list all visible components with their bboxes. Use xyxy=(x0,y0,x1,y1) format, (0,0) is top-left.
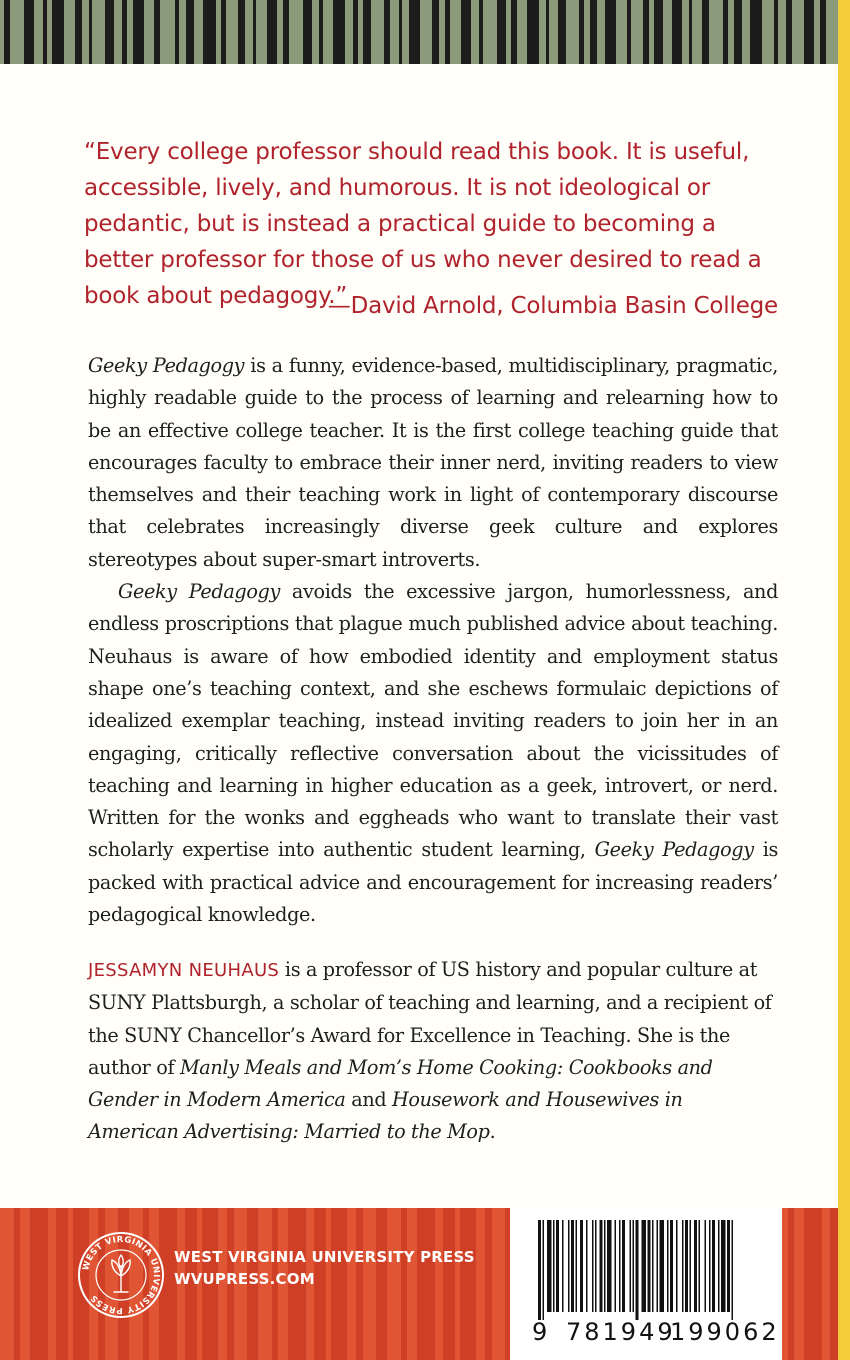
barcode-bar xyxy=(586,1220,588,1312)
top-stripe-band xyxy=(0,0,838,64)
bio-text: and xyxy=(345,1088,393,1112)
top-stripe xyxy=(479,0,483,64)
top-stripe xyxy=(353,0,358,64)
bottom-stripe xyxy=(417,1208,435,1360)
top-stripe xyxy=(267,0,277,64)
barcode-bar xyxy=(705,1220,707,1312)
top-stripe xyxy=(24,0,34,64)
author-book-title: Housework and Housewives in American Advertising: Married to the Mop xyxy=(88,1088,683,1144)
top-stripe xyxy=(52,0,64,64)
barcode-bar xyxy=(600,1220,603,1312)
bottom-stripe xyxy=(822,1208,830,1360)
top-stripe xyxy=(654,0,663,64)
bottom-stripe xyxy=(20,1208,30,1360)
top-stripe xyxy=(702,0,709,64)
top-stripe xyxy=(734,0,742,64)
publisher-url[interactable]: WVUPRESS.COM xyxy=(174,1270,315,1288)
barcode-bar xyxy=(607,1220,612,1312)
top-stripe xyxy=(221,0,226,64)
description-paragraph-2 xyxy=(88,576,778,931)
bottom-stripe xyxy=(387,1208,401,1360)
barcode-bar xyxy=(648,1220,651,1312)
bottom-stripe xyxy=(314,1208,326,1360)
top-stripe xyxy=(43,0,47,64)
endorsement-quote: “Every college professor should read this book. It is useful, accessible, lively, and humorous. It is not ideological or pedantic, but is instead a practical guide to becoming a better professor for those of us who never desired to read a book about pedagogy.” xyxy=(84,139,762,309)
barcode-bar xyxy=(568,1220,570,1312)
barcode-bar xyxy=(619,1220,621,1312)
barcode-bar xyxy=(576,1220,578,1312)
bio-text: is a professor of US history and popular culture at SUNY Plattsburgh, a scholar of teaching and learning, and a recipient of the SUNY Chancellor’s Award for Excellence in Teaching. She is the author of xyxy=(88,958,772,1079)
isbn-barcode-icon xyxy=(510,1208,782,1360)
barcode-bar xyxy=(633,1220,635,1312)
barcode-bar xyxy=(718,1220,720,1312)
top-stripes-decoration xyxy=(0,0,838,64)
bottom-stripe xyxy=(407,1208,417,1360)
bottom-stripe xyxy=(331,1208,347,1360)
barcode-bar xyxy=(562,1220,564,1312)
top-stripe xyxy=(497,0,506,64)
bottom-stripe xyxy=(804,1208,822,1360)
barcode-bar xyxy=(543,1220,545,1320)
seal-text: WEST VIRGINIA UNIVERSITY PRESS xyxy=(81,1234,162,1316)
top-stripe xyxy=(203,0,216,64)
top-stripe xyxy=(122,0,127,64)
description-text: avoids the excessive jargon, humorlessness, and endless proscriptions that plague much published advice about teaching. Neuhaus is aware of how embodied identity and employment status shape one’s teaching context, and she eschews formulaic depictions of idealized exemplar teaching, instead inviting readers to join her in an engaging, critically reflective conversation about the vicissitudes of teaching and learning in higher education as a geek, introvert, or nerd. Written for the wonks and eggheads who want to translate their vast scholarly expertise into authentic student learning, xyxy=(88,580,778,862)
top-stripe xyxy=(689,0,692,64)
barcode-bar xyxy=(622,1220,625,1312)
barcode-bar xyxy=(709,1220,711,1312)
barcode-bar xyxy=(727,1220,730,1312)
book-description xyxy=(88,350,778,931)
barcode-bar xyxy=(580,1220,583,1312)
bottom-stripe xyxy=(443,1208,455,1360)
isbn-right-group: 199062 xyxy=(670,1318,780,1346)
top-stripe xyxy=(333,0,345,64)
top-stripe xyxy=(643,0,649,64)
barcode-bar xyxy=(652,1220,654,1312)
top-stripe xyxy=(105,0,114,64)
publisher-name: WEST VIRGINIA UNIVERSITY PRESS xyxy=(174,1248,475,1266)
top-stripe xyxy=(786,0,792,64)
book-title: Geeky Pedagogy xyxy=(88,354,245,377)
bottom-stripe xyxy=(48,1208,56,1360)
top-stripe xyxy=(363,0,371,64)
barcode-bar xyxy=(660,1220,665,1312)
barcode-bar xyxy=(682,1220,684,1312)
barcode-bar xyxy=(712,1220,715,1312)
top-stripe xyxy=(238,0,245,64)
publisher-band xyxy=(0,1208,838,1360)
bottom-stripe xyxy=(14,1208,20,1360)
barcode-bar xyxy=(538,1220,541,1320)
barcode-bar xyxy=(642,1220,647,1312)
top-stripe xyxy=(546,0,549,64)
top-stripe xyxy=(579,0,584,64)
author-name: JESSAMYN NEUHAUS xyxy=(88,960,280,981)
top-stripe xyxy=(154,0,160,64)
top-stripe xyxy=(75,0,82,64)
top-stripe xyxy=(399,0,402,64)
bottom-stripe xyxy=(788,1208,794,1360)
description-text: is packed with practical advice and encouragement for increasing readers’ pedagogical knowledge. xyxy=(88,838,778,927)
barcode-bar xyxy=(732,1220,734,1320)
barcode-bar xyxy=(636,1220,639,1320)
bottom-stripe xyxy=(401,1208,407,1360)
top-stripe xyxy=(558,0,566,64)
bottom-stripe xyxy=(0,1208,14,1360)
bio-text: . xyxy=(489,1120,496,1144)
barcode-bar xyxy=(690,1220,692,1312)
bottom-stripe xyxy=(455,1208,460,1360)
top-stripe xyxy=(461,0,471,64)
book-title: Geeky Pedagogy xyxy=(118,580,280,604)
top-stripe xyxy=(283,0,289,64)
bottom-stripe xyxy=(363,1208,376,1360)
top-stripe xyxy=(186,0,194,64)
top-stripe xyxy=(723,0,728,64)
bottom-stripe xyxy=(376,1208,387,1360)
barcode-bars xyxy=(538,1220,754,1320)
barcode-bar xyxy=(630,1220,632,1312)
barcode-bar xyxy=(676,1220,678,1312)
barcode-bar xyxy=(699,1220,701,1312)
barcode-bar xyxy=(685,1220,688,1312)
barcode-bar xyxy=(670,1220,673,1312)
bottom-stripe xyxy=(30,1208,48,1360)
top-stripe xyxy=(303,0,312,64)
top-stripe xyxy=(175,0,179,64)
spine-edge xyxy=(838,0,850,1360)
barcode-bar xyxy=(667,1220,669,1312)
bottom-stripe xyxy=(830,1208,838,1360)
author-book-title: Manly Meals and Mom’s Home Cooking: Cookbooks and Gender in Modern America xyxy=(88,1055,713,1112)
barcode-bar xyxy=(694,1220,697,1312)
quote-attribution: —David Arnold, Columbia Basin College xyxy=(327,293,778,319)
top-stripe xyxy=(319,0,323,64)
top-stripe xyxy=(605,0,616,64)
bottom-stripe xyxy=(435,1208,443,1360)
author-bio xyxy=(88,954,778,1149)
barcode-bar xyxy=(547,1220,552,1312)
bottom-stripe xyxy=(460,1208,476,1360)
barcode-bar xyxy=(604,1220,606,1312)
top-stripe xyxy=(133,0,144,64)
barcode-bar xyxy=(571,1220,574,1312)
top-stripe xyxy=(384,0,390,64)
bottom-stripe xyxy=(347,1208,356,1360)
isbn-first-digit: 9 xyxy=(532,1318,549,1346)
top-stripe xyxy=(4,0,10,64)
description-text: is a funny, evidence-based, multidisciplinary, pragmatic, highly readable guide to the process of learning and relearning how to be an effective college teacher. It is the first college teaching guide that encourages faculty to embrace their inner nerd, inviting readers to view themselves and their teaching work in light of contemporary discourse that celebrates increasingly diverse geek culture and explores stereotypes about super-smart introverts. xyxy=(88,354,778,571)
top-stripe xyxy=(804,0,814,64)
back-cover xyxy=(0,64,838,1208)
top-stripe xyxy=(511,0,517,64)
university-seal-icon xyxy=(76,1230,166,1320)
bottom-stripe xyxy=(356,1208,363,1360)
top-stripe xyxy=(409,0,420,64)
top-stripe xyxy=(527,0,539,64)
bottom-stripe xyxy=(68,1208,73,1360)
bottom-stripe xyxy=(476,1208,485,1360)
book-title: Geeky Pedagogy xyxy=(594,838,754,862)
description-paragraph-1 xyxy=(88,350,778,576)
top-stripe xyxy=(672,0,682,64)
bottom-stripe xyxy=(485,1208,492,1360)
barcode-bar xyxy=(556,1220,559,1312)
bottom-stripe xyxy=(326,1208,331,1360)
top-stripe xyxy=(432,0,439,64)
bottom-stripe xyxy=(56,1208,68,1360)
barcode-bar xyxy=(615,1220,617,1312)
top-stripe xyxy=(89,0,92,64)
bottom-stripe xyxy=(492,1208,505,1360)
top-stripe xyxy=(627,0,631,64)
bottom-stripe xyxy=(794,1208,804,1360)
top-stripe xyxy=(253,0,256,64)
top-stripe xyxy=(590,0,597,64)
barcode-bar xyxy=(592,1220,594,1312)
barcode-bar xyxy=(595,1220,597,1312)
top-stripe xyxy=(750,0,762,64)
top-stripe xyxy=(820,0,826,64)
barcode-bar xyxy=(657,1220,659,1312)
top-stripe xyxy=(774,0,778,64)
isbn-left-group: 781949 xyxy=(566,1318,676,1346)
top-stripe xyxy=(445,0,450,64)
barcode-bar xyxy=(721,1220,726,1312)
barcode-bar xyxy=(553,1220,555,1312)
